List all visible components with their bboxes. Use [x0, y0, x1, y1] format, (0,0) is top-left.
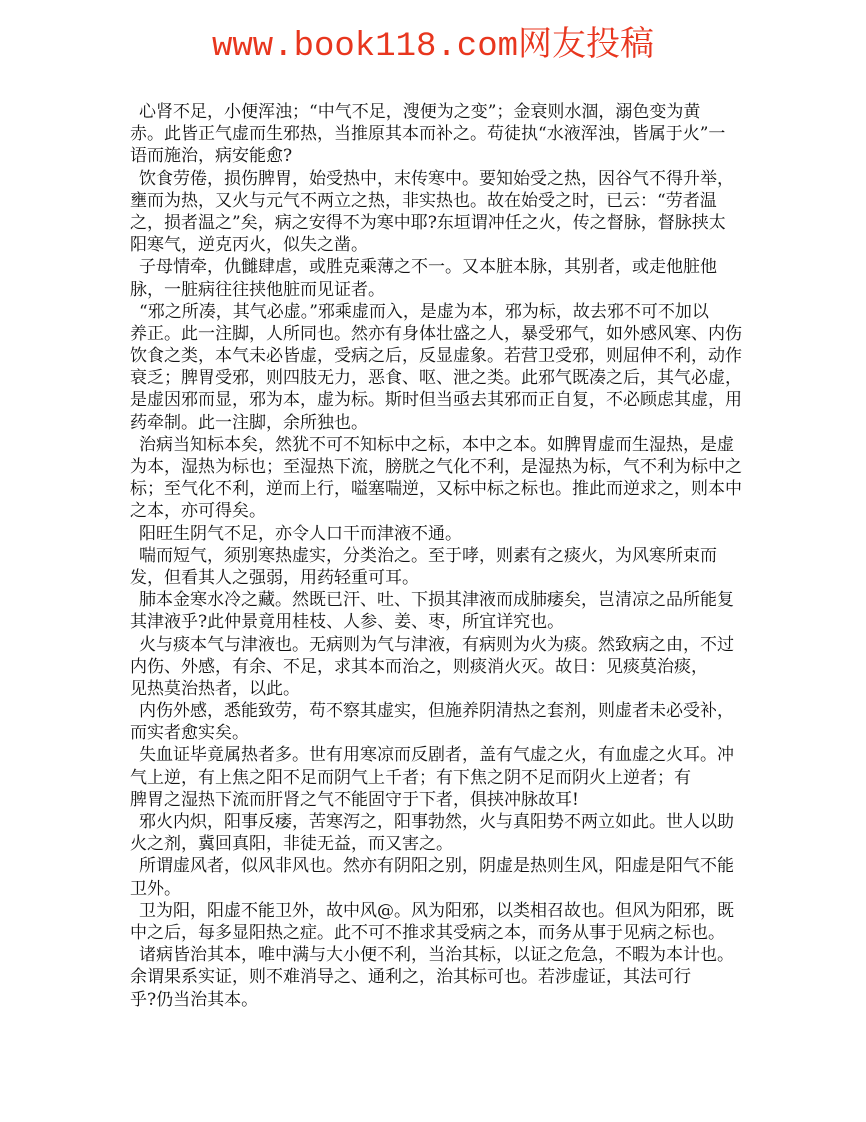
paragraph	[130, 256, 750, 300]
paragraph	[130, 700, 750, 744]
text-line: 标；至气化不利，逆而上行，嗌塞喘逆，又标中标之标也。推此而逆求之，则本中	[130, 479, 742, 500]
paragraph	[130, 944, 750, 1011]
paragraph	[130, 434, 750, 523]
text-line: 脾胃之湿热下流而肝肾之气不能固守于下者，俱挟冲脉故耳!	[130, 789, 579, 810]
text-line: 所谓虚风者，似风非风也。然亦有阴阳之别，阴虚是热则生风，阳虚是阳气不能	[139, 856, 734, 877]
text-line: 卫外。	[130, 878, 181, 899]
text-line: 养正。此一注脚，人所同也。然亦有身体壮盛之人，暴受邪气，如外感风寒、内伤	[130, 323, 742, 344]
text-line: 药牵制。此一注脚，余所独也。	[130, 412, 368, 433]
text-line: 卫为阳，阳虚不能卫外，故中风@。风为阳邪，以类相召故也。但风为阳邪，既	[139, 900, 734, 921]
paragraph	[130, 744, 750, 811]
document-body	[130, 101, 750, 1011]
text-line: 脉，一脏病往往挟他脏而见证者。	[130, 279, 385, 300]
text-line: “邪之所凑，其气必虚。”邪乘虚而入，是虚为本，邪为标，故去邪不可不加以	[139, 301, 709, 322]
text-line: 气上逆，有上焦之阳不足而阴气上千者；有下焦之阴不足而阴火上逆者；有	[130, 767, 691, 788]
text-line: 饮食之类，本气未必皆虚，受病之后，反显虚象。若营卫受邪，则屈伸不利，动作	[130, 346, 742, 367]
text-line: 余谓果系实证，则不难消导之、通利之，治其标可也。若涉虚证，其法可行	[130, 967, 691, 988]
text-line: 诸病皆治其本，唯中满与大小便不利，当治其标，以证之危急，不暇为本计也。	[139, 945, 734, 966]
text-line: 之本，亦可得矣。	[130, 501, 266, 522]
text-line: 子母情牵，仇雠肆虐，或胜克乘薄之不一。又本脏本脉，其别者，或走他脏他	[139, 257, 717, 278]
text-line: 邪火内炽，阳事反痿，苦寒泻之，阳事勃然，火与真阳势不两立如此。世人以助	[139, 812, 734, 832]
text-line: 内伤、外感，有余、不足，求其本而治之，则痰消火灭。故日：见痰莫治痰，	[130, 656, 708, 677]
paragraph	[130, 545, 750, 589]
text-line: 其津液乎?此仲景竟用桂枝、人参、姜、枣，所宜详究也。	[130, 612, 565, 633]
text-line: 治病当知标本矣，然犹不可不知标中之标，本中之本。如脾胃虚而生湿热，是虚	[139, 434, 734, 455]
text-line: 见热莫治热者，以此。	[130, 678, 300, 699]
watermark-header: www.book118.com网友投稿	[211, 28, 655, 66]
text-line: 发，但看其人之强弱，用药轻重可耳。	[130, 567, 419, 588]
text-line: 而实者愈实矣。	[130, 723, 249, 744]
paragraph	[130, 301, 750, 434]
text-line: 语而施治，病安能愈?	[130, 146, 293, 167]
text-line: 阳旺生阴气不足，亦令人口干而津液不通。	[139, 523, 462, 544]
text-line: 中之后，每多显阳热之症。此不可不推求其受病之本，而务从事于见病之标也。	[130, 922, 725, 943]
paragraph	[130, 101, 750, 168]
paragraph	[130, 168, 750, 257]
paragraph	[130, 589, 750, 633]
paragraph	[130, 811, 750, 855]
text-line: 衰乏；脾胃受邪，则四肢无力，恶食、呕、泄之类。此邪气既凑之后，其气必虚，	[130, 368, 742, 389]
text-line: 是虚因邪而显，邪为本，虚为标。斯时但当亟去其邪而正自复，不必顾虑其虚，用	[130, 390, 742, 411]
paragraph	[130, 523, 750, 545]
text-line: 内伤外感，悉能致劳，苟不察其虚实，但施养阴清热之套剂，则虚者未必受补，	[139, 701, 734, 722]
text-line: 失血证毕竟属热者多。世有用寒凉而反剧者，盖有气虚之火，有血虚之火耳。冲	[139, 745, 734, 766]
text-line: 心肾不足，小便浑浊；“中气不足，溲便为之变”；金衰则水涸，溺色变为黄	[139, 102, 701, 122]
text-line: 火与痰本气与津液也。无病则为气与津液，有病则为火为痰。然致病之由，不过	[139, 634, 734, 655]
paragraph	[130, 855, 750, 899]
text-line: 喘而短气，须别寒热虚实，分类治之。至于哮，则素有之痰火，为风寒所束而	[139, 545, 717, 566]
text-line: 阳寒气，逆克丙火，似失之凿。	[130, 235, 368, 256]
text-line: 赤。此皆正气虚而生邪热，当推原其本而补之。苟徒执“水液浑浊，皆属于火”一	[130, 124, 726, 145]
paragraph	[130, 634, 750, 701]
text-line: 之，损者温之”矣，病之安得不为寒中耶?东垣谓冲任之火，传之督脉，督脉挟太	[130, 212, 726, 233]
text-line: 火之剂，冀回真阳，非徒无益，而又害之。	[130, 834, 453, 855]
text-line: 乎?仍当治其本。	[130, 989, 259, 1010]
paragraph	[130, 900, 750, 944]
text-line: 饮食劳倦，损伤脾胃，始受热中，末传寒中。要知始受之热，因谷气不得升举，	[139, 168, 734, 189]
text-line: 为本，湿热为标也；至湿热下流，膀胱之气化不利，是湿热为标，气不利为标中之	[130, 457, 742, 477]
text-line: 壅而为热，又火与元气不两立之热，非实热也。故在始受之时，已云：“劳者温	[130, 190, 717, 211]
text-line: 肺本金寒水冷之藏。然既已汗、吐、下损其津液而成肺痿矣，岂清凉之品所能复	[139, 590, 734, 611]
